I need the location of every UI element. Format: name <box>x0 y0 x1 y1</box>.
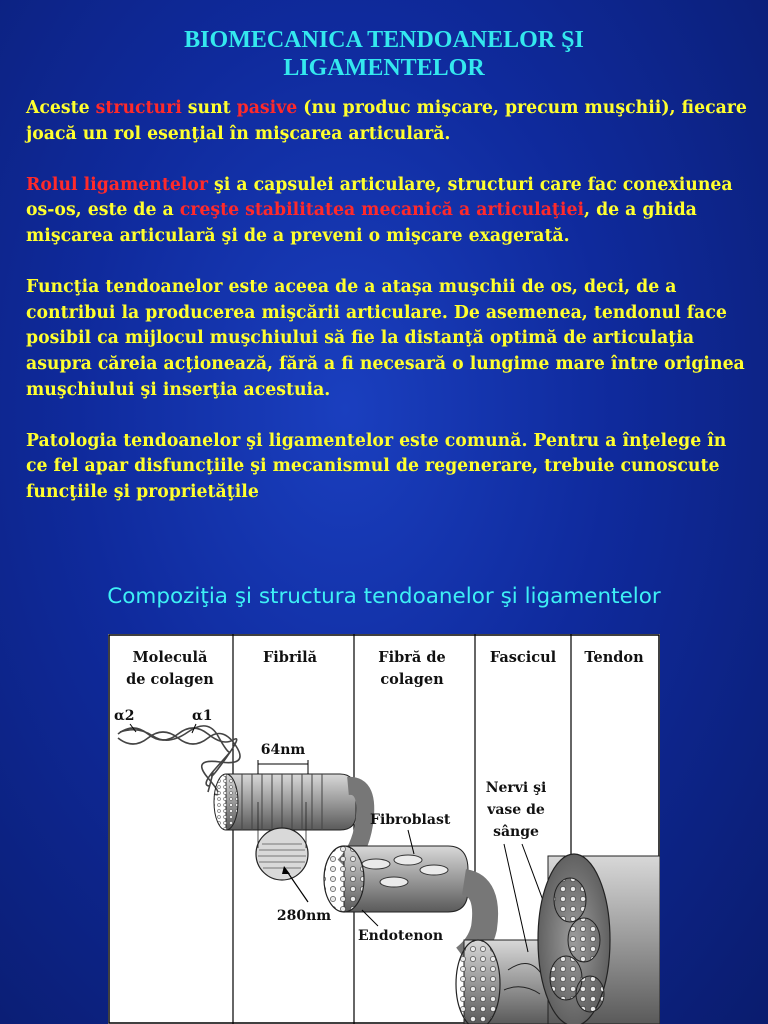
tendon-diagram <box>108 634 660 1024</box>
p2-highlight-rolul: Rolul ligamentelor <box>26 174 209 195</box>
label-alpha2: α2 <box>114 708 135 724</box>
paragraph-3: Funcţia tendoanelor este aceea de a ataşa muşchii de os, deci, de a contribui la producerea mişcării articulare. De asemenea, tendonul face posibil ca mijlocul muşchiului să fie la distanţă optimă de articulaţia asupra căreia acţionează, fără a fi necesară o lungime mare între originea muşchiului şi inserţia acestuia. <box>26 277 745 400</box>
paragraph-1 <box>26 96 748 147</box>
label-fibroblast: Fibroblast <box>370 812 451 828</box>
col-header-fiber: Fibră de <box>378 649 446 666</box>
p1-highlight-structuri: structuri <box>95 98 182 118</box>
col-header-fibril: Fibrilă <box>263 649 317 666</box>
col-header-tendon: Tendon <box>584 649 644 666</box>
col-header-molecule: Moleculă <box>132 649 208 666</box>
slide-2-title: Compoziţia şi structura tendoanelor şi ligamentelor <box>107 584 661 609</box>
p1-text-e: (nu produc mişcare, precum muşchii), fiecare joacă un rol esenţial în mişcarea articulară. <box>26 98 747 144</box>
slide-title <box>0 26 768 82</box>
slide-body <box>26 96 748 531</box>
p2-text-d: , de a ghida mişcarea articulară şi de a preveni o mişcare exagerată. <box>26 200 697 246</box>
paragraph-4: Patologia tendoanelor şi ligamentelor este comună. Pentru a înţelege în ce fel apar disfuncţiile şi mecanismul de regenerare, trebuie cunoscute funcţiile şi proprietăţile <box>26 430 727 502</box>
fibril-cylinder <box>214 742 356 830</box>
slide-title-line-2: LIGAMENTELOR <box>283 55 485 81</box>
p1-highlight-pasive: pasive <box>236 98 298 118</box>
p1-text-c: sunt <box>181 98 237 118</box>
col-header-fiber-2: colagen <box>380 671 444 688</box>
collagen-fiber <box>324 812 468 944</box>
label-endotenon: Endotenon <box>358 928 444 944</box>
tendon-structure-figure <box>108 634 660 1024</box>
label-nerves-2: vase de <box>487 802 545 818</box>
label-64nm: 64nm <box>260 742 306 758</box>
label-nerves-3: sânge <box>493 824 539 840</box>
label-280nm: 280nm <box>276 908 332 924</box>
col-header-fascicle: Fascicul <box>489 649 557 666</box>
slide-title-line-1: BIOMECANICA TENDOANELOR ŞI <box>184 27 584 53</box>
label-alpha1: α1 <box>192 708 213 724</box>
p1-text-a: Aceste <box>26 98 96 118</box>
tendon-cross-section <box>538 854 660 1024</box>
p2-highlight-stabilitate: creşte stabilitatea mecanică a articulaţiei <box>179 200 585 221</box>
col-header-molecule-2: de colagen <box>126 671 214 688</box>
p2-text-b: şi a capsulei articulare, structuri care fac conexiunea os-os, este de a <box>26 174 733 221</box>
label-nerves-1: Nervi şi <box>485 780 547 796</box>
paragraph-2 <box>26 173 748 250</box>
